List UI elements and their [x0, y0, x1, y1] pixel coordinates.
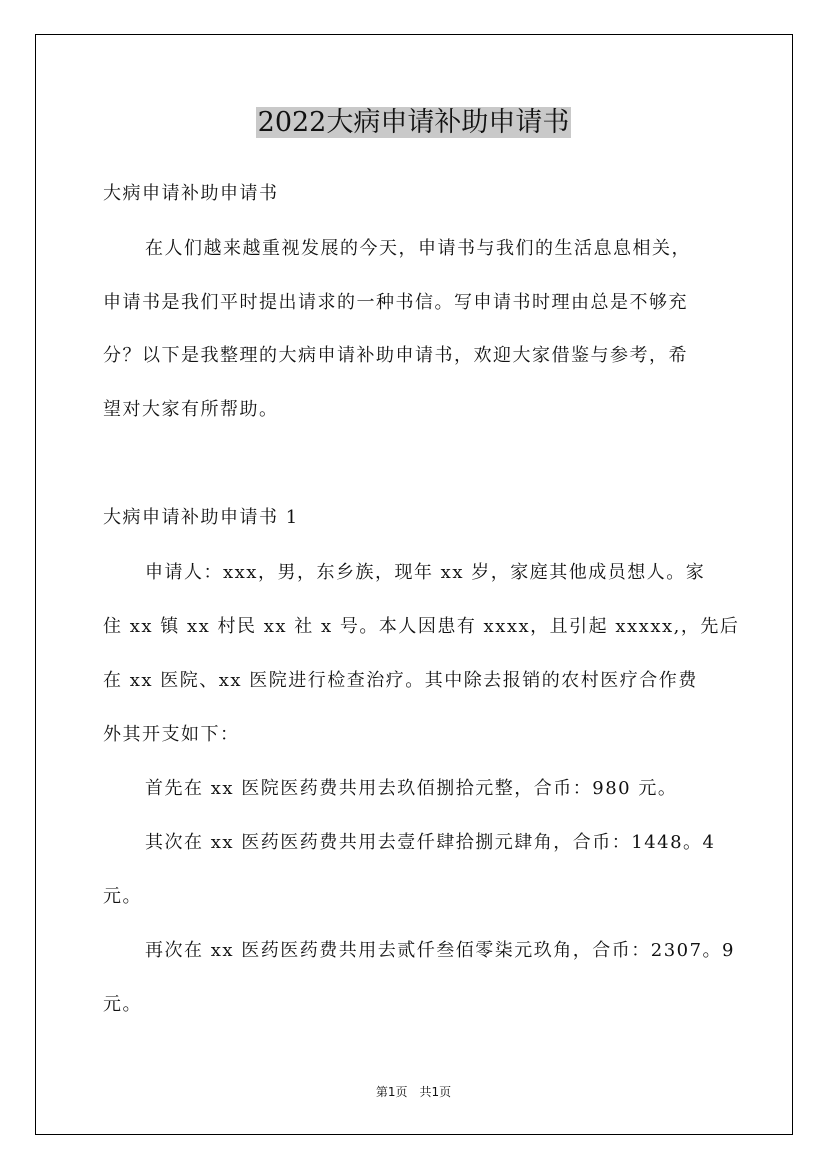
- paragraph-line: 望对大家有所帮助。: [103, 399, 279, 420]
- document-title: [0, 102, 827, 144]
- paragraph-line: 申请书是我们平时提出请求的一种书信。写申请书时理由总是不够充: [103, 292, 688, 313]
- paragraph-line: 再次在 xx 医药医药费共用去贰仟叁佰零柒元玖角，合币：2307。9: [145, 940, 736, 961]
- paragraph-line: 首先在 xx 医院医药费共用去玖佰捌拾元整，合币：980 元。: [145, 778, 678, 799]
- section-heading-intro: 大病申请补助申请书: [103, 183, 279, 204]
- paragraph-line: 在人们越来越重视发展的今天，申请书与我们的生活息息相关，: [145, 238, 691, 259]
- paragraph-line: 申请人：xxx，男，东乡族，现年 xx 岁，家庭其他成员想人。家: [145, 562, 706, 583]
- document-title-text: 2022大病申请补助申请书: [257, 107, 570, 138]
- paragraph-line: 在 xx 医院、xx 医院进行检查治疗。其中除去报销的农村医疗合作费: [103, 670, 698, 691]
- paragraph-line: 其次在 xx 医药医药费共用去壹仟肆拾捌元肆角，合币：1448。4: [145, 832, 716, 853]
- section-heading-1: 大病申请补助申请书 1: [103, 507, 299, 528]
- paragraph-line: 住 xx 镇 xx 村民 xx 社 x 号。本人因患有 xxxx，且引起 xxxxx,，先后: [103, 616, 740, 637]
- page-footer: 第1页 共1页: [375, 1085, 452, 1099]
- paragraph-line: 外其开支如下：: [103, 724, 240, 745]
- paragraph-line: 元。: [103, 886, 142, 907]
- paragraph-line: 元。: [103, 994, 142, 1015]
- paragraph-line: 分？以下是我整理的大病申请补助申请书，欢迎大家借鉴与参考，希: [103, 345, 688, 366]
